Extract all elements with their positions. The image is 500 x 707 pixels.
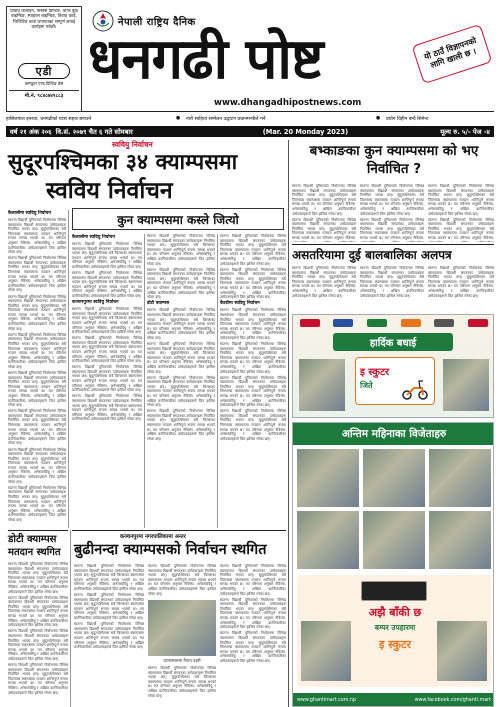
prize-line-2: बम्पर उपहारमा — [374, 623, 416, 632]
right-top-column-3: स्वतन्त्र विद्यार्थी युनियनको निर्वाचनमा विभिन्न क्याम्पसमा विद्यार्थी संगठनका उम्मेदवारहरू निर्वाचित भएका छन्। सुदूरपश्चिमका सबै जिल्लाका क्याम्पसमा मतदान शान्तिपूर्ण रूपमा सम्पन्न भएको छ। मत परिणाम अनुसार नेविसंघ, अनेरास्ववियु र अखिल क्रान्तिकारीका उम्मेदवारहरूले जित हासिल गरेका छन्। स्वतन्त्र विद्यार्थी युनियनको निर्वाचनमा विभिन्न क्याम्पसमा विद्यार्थी संगठनका उम्मेदवारहरू निर्वाचित भएका छन्। सुदूरपश्चिमका सबै जिल्लाका क्याम्पसमा मतदान शान्तिपूर्ण रूपमा सम्पन्न भएको छ। मत परिणाम अनुसार नेविसंघ, — [428, 184, 494, 241]
bottom-left-headline[interactable]: डोटी क्याम्पस मतदान स्थगित — [8, 534, 61, 558]
lead-subheadline[interactable]: कुन क्याम्पसमा कस्ले जित्यो — [117, 212, 239, 227]
winner-photo-3 — [429, 449, 491, 507]
bottom-mid-news-photo — [148, 600, 216, 656]
prize-winner-photo-left — [301, 621, 351, 681]
lead-subheadline-box — [72, 208, 284, 230]
lead-headline-2[interactable]: स्वविय निर्वाचन — [46, 178, 173, 204]
winners-ad-banner — [293, 423, 494, 445]
lead-section-3: डोटी क्याम्पस — [147, 301, 170, 307]
ad-space-text: यो ठाउँ विज्ञापनको लागि खाली छ । — [423, 36, 478, 70]
dateline-bar — [6, 126, 494, 137]
tv-prize-icon — [361, 581, 427, 601]
prize-line-1: अझै बाँकी छ — [368, 606, 422, 619]
press-ad-brand-sub: कम्प्युटर एण्ड प्रिन्टिङ प्रेस — [24, 81, 64, 86]
greeting-ad-winner-photo-right — [443, 359, 489, 411]
bottom-mid-headline[interactable]: बुढीनन्दा क्याम्पसको निर्वाचन स्थगित — [74, 542, 267, 558]
winners-ad-title: अन्तिम महिनाका विजेताहरु — [341, 428, 447, 440]
footer-facebook-link[interactable]: www.facebook.com/ghanti.mart — [414, 698, 491, 703]
lead-headline-1[interactable]: सुदूरपश्चिमका ३४ क्याम्पसमा — [8, 150, 238, 175]
winner-photo-6 — [429, 511, 491, 569]
press-ad-box — [6, 6, 82, 112]
ticker-item-3[interactable]: प्रयोग विहीन बन्दै सिमेन्ट — [386, 116, 429, 122]
news-ticker — [6, 113, 494, 124]
newspaper-title: धनगढी पोष्ट — [88, 27, 323, 92]
bottom-mid-kicker: कञ्चनपुरमा नगरपालिकामा अन्तर — [120, 534, 186, 540]
right-mid-column-2: स्वतन्त्र विद्यार्थी युनियनको निर्वाचनमा विभिन्न क्याम्पसमा विद्यार्थी संगठनका उम्मेदवारहरू निर्वाचित भएका छन्। सुदूरपश्चिमका सबै जिल्लाका क्याम्पसमा मतदान शान्तिपूर्ण रूपमा सम्पन्न भएको छ। मत परिणाम अनुसार नेविसंघ, अनेरास्ववियु र अखिल क्रान्तिकारीका उम्मेदवारहरूले जित हासिल गरेका छन्। — [360, 266, 424, 298]
bottom-mid-photo-caption: घटनास्थलमा तैनाथ प्रहरी — [163, 658, 201, 663]
ticker-item-2[interactable]: नारी साहित्य सम्मेलन उद्घाटन प्रधानमन्त्रीले गर्ने — [186, 116, 266, 122]
winners-ad-footer — [293, 693, 494, 707]
right-mid-column-3: स्वतन्त्र विद्यार्थी युनियनको निर्वाचनमा विभिन्न क्याम्पसमा विद्यार्थी संगठनका उम्मेदवारहरू निर्वाचित भएका छन्। सुदूरपश्चिमका सबै जिल्लाका क्याम्पसमा मतदान शान्तिपूर्ण रूपमा सम्पन्न भएको छ। मत परिणाम अनुसार नेविसंघ, अनेरास्ववियु र अखिल क्रान्तिकारीका उम्मेदवारहरूले जित हासिल गरेका छन्। — [428, 266, 494, 298]
scooter-icon — [402, 378, 428, 404]
press-ad-phone: मो.नं. ९८४८७४९८८३ — [9, 90, 79, 99]
lead-section-2: कञ्चनपुरमा स्ववियु निर्वाचन — [72, 300, 119, 306]
greeting-ad-title: हार्दिक बधाई — [369, 338, 417, 349]
greeting-ad-winner-photo-left — [299, 359, 345, 411]
ticker-bullet-icon: ● — [376, 116, 381, 121]
right-mid-headline[interactable]: असतरियामा दुई बालबालिका अलपत्र — [292, 248, 452, 262]
press-ad-logo — [18, 63, 70, 79]
lead-column-4: स्वतन्त्र विद्यार्थी युनियनको निर्वाचनमा विभिन्न क्याम्पसमा विद्यार्थी संगठनका उम्मेदवारहरू निर्वाचित भएका छन्। सुदूरपश्चिमका सबै जिल्लाका क्याम्पसमा मतदान शान्तिपूर्ण रूपमा सम्पन्न भएको छ। मत परिणाम अनुसार नेविसंघ, अनेरास्ववियु र अखिल क्रान्तिकारीका उम्मेदवारहरूले जित हासिल गरेका छन्। स्वतन्त्र विद्यार्थी युनियनको निर्वाचनमा विभिन्न क्याम्पसमा विद्यार्थी संगठनका उम्मेदवारहरू निर्वाचित भएका छन्। सुदूरपश्चिमका सबै जिल्लाका क्याम्पसमा मतदान शान्तिपूर्ण रूपमा सम्पन्न भएको छ। मत परिणाम अनुसार नेविसंघ, अनेरास्ववियु र अखिल क्रान्तिकारीका उम्मेदवारहरूले जित हासिल गरेका छन्। बैतडीमा स्ववियु निर्वाचन स्वतन्त्र विद्यार्थी युनियनको निर्वाचनमा विभिन्न क्याम्पसमा विद्यार्थी संगठनका उम्मेदवारहरू निर्वाचित भएका छन्। सुदूरपश्चिमका सबै जिल्लाका क्याम्पसमा मतदान शान्तिपूर्ण रूपमा सम्पन्न भएको छ। मत परिणाम अनुसार नेविसंघ, अनेरास्ववियु र अखिल क्रान्तिकारीका उम्मेदवारहरूले जित हासिल गरेका छन्। स्वतन्त्र विद्यार्थी युनियनको निर्वाचनमा विभिन्न क्याम्पसमा विद्यार्थी संगठनका उम्मेदवारहरू निर्वाचित भएका छन्। सुदूरपश्चिमका सबै जिल्लाका क्याम्पसमा मतदान शान्तिपूर्ण रूपमा सम्पन्न भएको छ। मत परिणाम अनुसार नेविसंघ, अनेरास्ववियु र अखिल क्रान्तिकारीका उम्मेदवारहरूले जित हासिल गरेका छन्। स्वतन्त्र विद्यार्थी युनियनको निर्वाचनमा विभिन्न क्याम्पसमा विद्यार्थी संगठनका उम्मेदवारहरू निर्वाचित भएका छन्। सुदूरपश्चिमका सबै जिल्लाका क्याम्पसमा मतदान शान्तिपूर्ण रूपमा सम्पन्न भएको छ। मत परिणाम अनुसार नेविसंघ, अनेरास्ववियु र अखिल क्रान्तिकारीका उम्मेदवारहरूले जित हासिल गरेका छन्। स्वतन्त्र विद्यार्थी युनियनको निर्वाचनमा विभिन्न क्याम्पसमा विद्यार्थी संगठनका उम्मेदवारहरू निर्वाचित भएका छन्। सुदूरपश्चिमका सबै जिल्लाका क्याम्पसमा मतदान शान्तिपूर्ण रूपमा सम्पन्न भएको छ। मत परिणाम अनुसार नेविसंघ, अनेरास्ववियु र अखिल क्रान्तिकारीका उम्मेदवारहरूले जित हासिल गरेका छन्। — [220, 234, 286, 441]
lead-column-2: कैलालीमा स्ववियु निर्वाचन स्वतन्त्र विद्यार्थी युनियनको निर्वाचनमा विभिन्न क्याम्पसमा विद्यार्थी संगठनका उम्मेदवारहरू निर्वाचित भएका छन्। सुदूरपश्चिमका सबै जिल्लाका क्याम्पसमा मतदान शान्तिपूर्ण रूपमा सम्पन्न भएको छ। मत परिणाम अनुसार नेविसंघ, अनेरास्ववियु र अखिल क्रान्तिकारीका उम्मेदवारहरूले जित हासिल गरेका छन्। स्वतन्त्र विद्यार्थी युनियनको निर्वाचनमा विभिन्न क्याम्पसमा विद्यार्थी संगठनका उम्मेदवारहरू निर्वाचित भएका छन्। सुदूरपश्चिमका सबै जिल्लाका क्याम्पसमा मतदान शान्तिपूर्ण रूपमा सम्पन्न भएको छ। मत परिणाम अनुसार नेविसंघ, अनेरास्ववियु र अखिल क्रान्तिकारीका उम्मेदवारहरूले जित हासिल गरेका छन्। कञ्चनपुरमा स्ववियु निर्वाचन स्वतन्त्र विद्यार्थी युनियनको निर्वाचनमा विभिन्न क्याम्पसमा विद्यार्थी संगठनका उम्मेदवारहरू निर्वाचित भएका छन्। सुदूरपश्चिमका सबै जिल्लाका क्याम्पसमा मतदान शान्तिपूर्ण रूपमा सम्पन्न भएको छ। मत परिणाम अनुसार नेविसंघ, अनेरास्ववियु र अखिल क्रान्तिकारीका उम्मेदवारहरूले जित हासिल गरेका छन्। स्वतन्त्र विद्यार्थी युनियनको निर्वाचनमा विभिन्न क्याम्पसमा विद्यार्थी संगठनका उम्मेदवारहरू निर्वाचित भएका छन्। सुदूरपश्चिमका सबै जिल्लाका क्याम्पसमा मतदान शान्तिपूर्ण रूपमा सम्पन्न भएको छ। मत परिणाम अनुसार नेविसंघ, अनेरास्ववियु र अखिल क्रान्तिकारीका उम्मेदवारहरूले जित हासिल गरेका छन्। स्वतन्त्र विद्यार्थी युनियनको निर्वाचनमा विभिन्न क्याम्पसमा विद्यार्थी संगठनका उम्मेदवारहरू निर्वाचित भएका छन्। सुदूरपश्चिमका सबै जिल्लाका क्याम्पसमा मतदान शान्तिपूर्ण रूपमा सम्पन्न भएको छ। मत परिणाम अनुसार नेविसंघ, अनेरास्ववियु र अखिल क्रान्तिकारीका उम्मेदवारहरूले जित हासिल गरेका छन्। स्वतन्त्र विद्यार्थी युनियनको निर्वाचनमा विभिन्न क्याम्पसमा विद्यार्थी संगठनका उम्मेदवारहरू निर्वाचित भएका छन्। सुदूरपश्चिमका सबै जिल्लाका क्याम्पसमा मतदान शान्तिपूर्ण रूपमा सम्पन्न भएको छ। मत परिणाम अनुसार नेविसंघ, अनेरास्ववियु र अखिल क्रान्तिकारीका उम्मेदवारहरूले जित हासिल गरेका छन्। — [72, 235, 142, 422]
press-ad-text: प्रविधि डिजाइन, फ्लेक्स प्रिन्टिङ, वायर बुक बाइन्डिङ, स्पाइरल बाइन्डिङ, विवाह कार्ड, भिजिटिङ कार्ड लगायतका सम्पूर्ण छपाई कार्यहरू गर्दछौं। — [10, 9, 78, 30]
greeting-ad-scooter-card — [355, 357, 435, 405]
issue-price: मूल्य रु. ५/- पेज -४ — [440, 128, 490, 136]
bottom-left-column: स्वतन्त्र विद्यार्थी युनियनको निर्वाचनमा विभिन्न क्याम्पसमा विद्यार्थी संगठनका उम्मेदवारहरू निर्वाचित भएका छन्। सुदूरपश्चिमका सबै जिल्लाका क्याम्पसमा मतदान शान्तिपूर्ण रूपमा सम्पन्न भएको छ। मत परिणाम अनुसार नेविसंघ, अनेरास्ववियु र अखिल क्रान्तिकारीका उम्मेदवारहरूले जित हासिल गरेका छन्। स्वतन्त्र विद्यार्थी युनियनको निर्वाचनमा विभिन्न क्याम्पसमा विद्यार्थी संगठनका उम्मेदवारहरू निर्वाचित भएका छन्। सुदूरपश्चिमका सबै जिल्लाका क्याम्पसमा मतदान शान्तिपूर्ण रूपमा सम्पन्न भएको छ। मत परिणाम अनुसार नेविसंघ, अनेरास्ववियु र अखिल क्रान्तिकारीका उम्मेदवारहरूले जित हासिल गरेका छन्। स्वतन्त्र विद्यार्थी युनियनको निर्वाचनमा विभिन्न क्याम्पसमा विद्यार्थी संगठनका उम्मेदवारहरू निर्वाचित भएका छन्। सुदूरपश्चिमका सबै जिल्लाका क्याम्पसमा मतदान शान्तिपूर्ण रूपमा सम्पन्न भएको छ। मत परिणाम अनुसार नेविसंघ, अनेरास्ववियु र अखिल क्रान्तिकारीका उम्मेदवारहरूले जित हासिल गरेका छन्। स्वतन्त्र विद्यार्थी युनियनको निर्वाचनमा विभिन्न क्याम्पसमा विद्यार्थी संगठनका उम्मेदवारहरू निर्वाचित भएका छन्। सुदूरपश्चिमका सबै जिल्लाका क्याम्पसमा मतदान शान्तिपूर्ण रूपमा सम्पन्न भएको छ। मत परिणाम अनुसार नेविसंघ, अनेरास्ववियु र अखिल क्रान्तिकारीका उम्मेदवारहरूले जित हासिल गरेका छन्। — [8, 562, 68, 695]
bottom-mid-column-4: स्वतन्त्र विद्यार्थी युनियनको निर्वाचनमा विभिन्न क्याम्पसमा विद्यार्थी संगठनका उम्मेदवारहरू निर्वाचित भएका छन्। सुदूरपश्चिमका सबै जिल्लाका क्याम्पसमा मतदान शान्तिपूर्ण रूपमा सम्पन्न भएको छ। मत परिणाम अनुसार नेविसंघ, अनेरास्ववियु र अखिल क्रान्तिकारीका उम्मेदवारहरूले जित हासिल गरेका छन्। स्वतन्त्र विद्यार्थी युनियनको निर्वाचनमा विभिन्न क्याम्पसमा विद्यार्थी संगठनका उम्मेदवारहरू निर्वाचित भएका छन्। सुदूरपश्चिमका सबै जिल्लाका क्याम्पसमा मतदान शान्तिपूर्ण रूपमा सम्पन्न भएको छ। मत परिणाम अनुसार नेविसंघ, अनेरास्ववियु र अखिल क्रान्तिकारीका उम्मेदवारहरूले जित हासिल गरेका छन्। स्वतन्त्र विद्यार्थी युनियनको निर्वाचनमा विभिन्न क्याम्पसमा विद्यार्थी संगठनका उम्मेदवारहरू निर्वाचित भएका छन्। सुदूरपश्चिमका सबै जिल्लाका क्याम्पसमा मतदान शान्तिपूर्ण रूपमा सम्पन्न भएको छ। मत परिणाम अनुसार नेविसंघ, अनेरास्ववियु र अखिल क्रान्तिकारीका उम्मेदवारहरूले जित हासिल गरेका छन्। — [220, 564, 286, 663]
greeting-ad-title-box — [333, 333, 453, 351]
ad-date: (Mar. 20 Monday 2023) — [262, 127, 349, 136]
lead-kicker: स्ववियु निर्वाचन — [112, 140, 153, 149]
prize-winner-photo-right — [437, 621, 487, 681]
masthead-tagline: नेपाली राष्ट्रिय दैनिक — [118, 17, 196, 28]
right-top-headline[interactable]: बभ्काङका कुन क्याम्पसमा को भए निर्वाचित ? — [309, 143, 479, 177]
lead-column-1: कैलालीमा स्ववियु निर्वाचन स्वतन्त्र विद्यार्थी युनियनको निर्वाचनमा विभिन्न क्याम्पसमा विद्यार्थी संगठनका उम्मेदवारहरू निर्वाचित भएका छन्। सुदूरपश्चिमका सबै जिल्लाका क्याम्पसमा मतदान शान्तिपूर्ण रूपमा सम्पन्न भएको छ। मत परिणाम अनुसार नेविसंघ, अनेरास्ववियु र अखिल क्रान्तिकारीका उम्मेदवारहरूले जित हासिल गरेका छन्। स्वतन्त्र विद्यार्थी युनियनको निर्वाचनमा विभिन्न क्याम्पसमा विद्यार्थी संगठनका उम्मेदवारहरू निर्वाचित भएका छन्। सुदूरपश्चिमका सबै जिल्लाका क्याम्पसमा मतदान शान्तिपूर्ण रूपमा सम्पन्न भएको छ। मत परिणाम अनुसार नेविसंघ, अनेरास्ववियु र अखिल क्रान्तिकारीका उम्मेदवारहरूले जित हासिल गरेका छन्। स्वतन्त्र विद्यार्थी युनियनको निर्वाचनमा विभिन्न क्याम्पसमा विद्यार्थी संगठनका उम्मेदवारहरू निर्वाचित भएका छन्। सुदूरपश्चिमका सबै जिल्लाका क्याम्पसमा मतदान शान्तिपूर्ण रूपमा सम्पन्न भएको छ। मत परिणाम अनुसार नेविसंघ, अनेरास्ववियु र अखिल क्रान्तिकारीका उम्मेदवारहरूले जित हासिल गरेका छन्। स्वतन्त्र विद्यार्थी युनियनको निर्वाचनमा विभिन्न क्याम्पसमा विद्यार्थी संगठनका उम्मेदवारहरू निर्वाचित भएका छन्। सुदूरपश्चिमका सबै जिल्लाका क्याम्पसमा मतदान शान्तिपूर्ण रूपमा सम्पन्न भएको छ। मत परिणाम अनुसार नेविसंघ, अनेरास्ववियु र अखिल क्रान्तिकारीका उम्मेदवारहरूले जित हासिल गरेका छन्। स्वतन्त्र विद्यार्थी युनियनको निर्वाचनमा विभिन्न क्याम्पसमा विद्यार्थी संगठनका उम्मेदवारहरू निर्वाचित भएका छन्। सुदूरपश्चिमका सबै जिल्लाका क्याम्पसमा मतदान शान्तिपूर्ण रूपमा सम्पन्न भएको छ। मत परिणाम अनुसार नेविसंघ, अनेरास्ववियु र अखिल क्रान्तिकारीका उम्मेदवारहरूले जित हासिल गरेका छन्। स्वतन्त्र विद्यार्थी युनियनको निर्वाचनमा विभिन्न क्याम्पसमा विद्यार्थी संगठनका उम्मेदवारहरू निर्वाचित भएका छन्। सुदूरपश्चिमका सबै जिल्लाका क्याम्पसमा मतदान शान्तिपूर्ण रूपमा सम्पन्न भएको छ। मत परिणाम अनुसार नेविसंघ, अनेरास्ववियु र अखिल क्रान्तिकारीका उम्मेदवारहरूले जित हासिल गरेका छन्। स्वतन्त्र विद्यार्थी युनियनको निर्वाचनमा विभिन्न क्याम्पसमा विद्यार्थी संगठनका उम्मेदवारहरू निर्वाचित भएका छन्। सुदूरपश्चिमका सबै जिल्लाका क्याम्पसमा मतदान शान्तिपूर्ण रूपमा सम्पन्न भएको छ। मत परिणाम अनुसार नेविसंघ, अनेरास्ववियु र अखिल क्रान्तिकारीका उम्मेदवारहरूले जित हासिल गरेका छन्। स्वतन्त्र विद्यार्थी युनियनको निर्वाचनमा विभिन्न क्याम्पसमा विद्यार्थी संगठनका उम्मेदवारहरू निर्वाचित भएका छन्। सुदूरपश्चिमका सबै जिल्लाका क्याम्पसमा मतदान शान्तिपूर्ण रूपमा सम्पन्न भएको छ। मत परिणाम अनुसार नेविसंघ, अनेरास्ववियु र अखिल क्रान्तिकारीका उम्मेदवारहरूले जित हासिल गरेका छन्। — [8, 211, 66, 522]
issue-volume: वर्ष २१ अंक २०६ — [10, 128, 52, 136]
prize-line-3: इ स्कुटर — [378, 638, 411, 651]
greeting-ad — [292, 314, 494, 418]
ticker-bullet-icon: ● — [176, 116, 181, 121]
ticker-item-1[interactable]: हासिलपाल इनरवा, धनगढीको यात्रा सहज बनाउने — [6, 116, 92, 122]
right-mid-column-1: स्वतन्त्र विद्यार्थी युनियनको निर्वाचनमा विभिन्न क्याम्पसमा विद्यार्थी संगठनका उम्मेदवारहरू निर्वाचित भएका छन्। सुदूरपश्चिमका सबै जिल्लाका क्याम्पसमा मतदान शान्तिपूर्ण रूपमा सम्पन्न भएको छ। मत परिणाम अनुसार नेविसंघ, अनेरास्ववियु र अखिल क्रान्तिकारीका उम्मेदवारहरूले जित हासिल गरेका छन्। — [292, 266, 356, 298]
prize-panel — [297, 575, 491, 687]
winner-photo-1 — [297, 449, 359, 507]
masthead — [0, 0, 500, 128]
winner-photo-4 — [297, 511, 359, 569]
winner-photo-2 — [363, 449, 425, 507]
lead-section-4: बैतडीमा स्ववियु निर्वाचन — [220, 301, 260, 307]
lead-column-3: स्वतन्त्र विद्यार्थी युनियनको निर्वाचनमा विभिन्न क्याम्पसमा विद्यार्थी संगठनका उम्मेदवारहरू निर्वाचित भएका छन्। सुदूरपश्चिमका सबै जिल्लाका क्याम्पसमा मतदान शान्तिपूर्ण रूपमा सम्पन्न भएको छ। मत परिणाम अनुसार नेविसंघ, अनेरास्ववियु र अखिल क्रान्तिकारीका उम्मेदवारहरूले जित हासिल गरेका छन्। स्वतन्त्र विद्यार्थी युनियनको निर्वाचनमा विभिन्न क्याम्पसमा विद्यार्थी संगठनका उम्मेदवारहरू निर्वाचित भएका छन्। सुदूरपश्चिमका सबै जिल्लाका क्याम्पसमा मतदान शान्तिपूर्ण रूपमा सम्पन्न भएको छ। मत परिणाम अनुसार नेविसंघ, अनेरास्ववियु र अखिल क्रान्तिकारीका उम्मेदवारहरूले जित हासिल गरेका छन्। डोटी क्याम्पस स्वतन्त्र विद्यार्थी युनियनको निर्वाचनमा विभिन्न क्याम्पसमा विद्यार्थी संगठनका उम्मेदवारहरू निर्वाचित भएका छन्। सुदूरपश्चिमका सबै जिल्लाका क्याम्पसमा मतदान शान्तिपूर्ण रूपमा सम्पन्न भएको छ। मत परिणाम अनुसार नेविसंघ, अनेरास्ववियु र अखिल क्रान्तिकारीका उम्मेदवारहरूले जित हासिल गरेका छन्। स्वतन्त्र विद्यार्थी युनियनको निर्वाचनमा विभिन्न क्याम्पसमा विद्यार्थी संगठनका उम्मेदवारहरू निर्वाचित भएका छन्। सुदूरपश्चिमका सबै जिल्लाका क्याम्पसमा मतदान शान्तिपूर्ण रूपमा सम्पन्न भएको छ। मत परिणाम अनुसार नेविसंघ, अनेरास्ववियु र अखिल क्रान्तिकारीका उम्मेदवारहरूले जित हासिल गरेका छन्। स्वतन्त्र विद्यार्थी युनियनको निर्वाचनमा विभिन्न क्याम्पसमा विद्यार्थी संगठनका उम्मेदवारहरू निर्वाचित भएका छन्। सुदूरपश्चिमका सबै जिल्लाका क्याम्पसमा मतदान शान्तिपूर्ण रूपमा सम्पन्न भएको छ। मत परिणाम अनुसार नेविसंघ, अनेरास्ववियु र अखिल क्रान्तिकारीका उम्मेदवारहरूले जित हासिल गरेका छन्। स्वतन्त्र विद्यार्थी युनियनको निर्वाचनमा विभिन्न क्याम्पसमा विद्यार्थी संगठनका उम्मेदवारहरू निर्वाचित भएका छन्। सुदूरपश्चिमका सबै जिल्लाका क्याम्पसमा मतदान शान्तिपूर्ण रूपमा सम्पन्न भएको छ। मत परिणाम अनुसार नेविसंघ, अनेरास्ववियु र अखिल क्रान्तिकारीका उम्मेदवारहरूले जित हासिल गरेका छन्। — [147, 234, 215, 441]
website-url[interactable]: www.dhangadhipostnews.com — [214, 98, 362, 108]
bottom-mid-column-2: स्वतन्त्र विद्यार्थी युनियनको निर्वाचनमा विभिन्न क्याम्पसमा विद्यार्थी संगठनका उम्मेदवारहरू निर्वाचित भएका छन्। सुदूरपश्चिमका सबै जिल्लाका क्याम्पसमा मतदान शान्तिपूर्ण रूपमा सम्पन्न भएको छ। मत परिणाम अनुसार नेविसंघ, अनेरास्ववियु र अखिल क्रान्तिकारीका उम्मेदवारहरूले जित हासिल गरेका छन्। — [148, 564, 216, 596]
bottom-mid-column-3: स्वतन्त्र विद्यार्थी युनियनको निर्वाचनमा विभिन्न क्याम्पसमा विद्यार्थी संगठनका उम्मेदवारहरू निर्वाचित भएका छन्। सुदूरपश्चिमका सबै जिल्लाका क्याम्पसमा मतदान शान्तिपूर्ण रूपमा सम्पन्न भएको छ। मत परिणाम अनुसार नेविसंघ, अनेरास्ववियु र अखिल क्रान्तिकारीका उम्मेदवारहरूले जित हासिल गरेका छन्। — [148, 666, 216, 698]
right-top-column-1: स्वतन्त्र विद्यार्थी युनियनको निर्वाचनमा विभिन्न क्याम्पसमा विद्यार्थी संगठनका उम्मेदवारहरू निर्वाचित भएका छन्। सुदूरपश्चिमका सबै जिल्लाका क्याम्पसमा मतदान शान्तिपूर्ण रूपमा सम्पन्न भएको छ। मत परिणाम अनुसार नेविसंघ, अनेरास्ववियु र अखिल क्रान्तिकारीका उम्मेदवारहरूले जित हासिल गरेका छन्। स्वतन्त्र विद्यार्थी युनियनको निर्वाचनमा विभिन्न क्याम्पसमा विद्यार्थी संगठनका उम्मेदवारहरू निर्वाचित भएका छन्। सुदूरपश्चिमका सबै जिल्लाका क्याम्पसमा मतदान शान्तिपूर्ण रूपमा सम्पन्न भएको छ। मत परिणाम अनुसार नेविसंघ, — [292, 184, 356, 241]
lead-section-1: कैलालीमा स्ववियु निर्वाचन — [8, 211, 51, 216]
bottom-mid-column-1: स्वतन्त्र विद्यार्थी युनियनको निर्वाचनमा विभिन्न क्याम्पसमा विद्यार्थी संगठनका उम्मेदवारहरू निर्वाचित भएका छन्। सुदूरपश्चिमका सबै जिल्लाका क्याम्पसमा मतदान शान्तिपूर्ण रूपमा सम्पन्न भएको छ। मत परिणाम अनुसार नेविसंघ, अनेरास्ववियु र अखिल क्रान्तिकारीका उम्मेदवारहरूले जित हासिल गरेका छन्। स्वतन्त्र विद्यार्थी युनियनको निर्वाचनमा विभिन्न क्याम्पसमा विद्यार्थी संगठनका उम्मेदवारहरू निर्वाचित भएका छन्। सुदूरपश्चिमका सबै जिल्लाका क्याम्पसमा मतदान शान्तिपूर्ण रूपमा सम्पन्न भएको छ। मत परिणाम अनुसार नेविसंघ, अनेरास्ववियु र अखिल क्रान्तिकारीका उम्मेदवारहरूले जित हासिल गरेका छन्। स्वतन्त्र विद्यार्थी युनियनको निर्वाचनमा विभिन्न क्याम्पसमा विद्यार्थी संगठनका उम्मेदवारहरू निर्वाचित भएका छन्। सुदूरपश्चिमका सबै जिल्लाका क्याम्पसमा मतदान शान्तिपूर्ण रूपमा सम्पन्न भएको छ। मत परिणाम अनुसार नेविसंघ, अनेरास्ववियु र अखिल क्रान्तिकारीका उम्मेदवारहरूले जित हासिल गरेका छन्। — [74, 564, 144, 650]
bs-date: वि.सं. २०७९ चैत ६ गते सोमबार — [55, 128, 133, 136]
greeting-ad-sub2: जिते — [360, 381, 373, 390]
footer-web-link[interactable]: www.ghantimart.com.np — [297, 698, 356, 703]
winner-photo-5 — [363, 511, 425, 569]
greeting-ad-sub: इ स्कुटर — [360, 367, 390, 378]
press-ad-brand: एडी — [35, 64, 53, 78]
ad-space-banner — [412, 14, 492, 100]
right-top-column-2: स्वतन्त्र विद्यार्थी युनियनको निर्वाचनमा विभिन्न क्याम्पसमा विद्यार्थी संगठनका उम्मेदवारहरू निर्वाचित भएका छन्। सुदूरपश्चिमका सबै जिल्लाका क्याम्पसमा मतदान शान्तिपूर्ण रूपमा सम्पन्न भएको छ। मत परिणाम अनुसार नेविसंघ, अनेरास्ववियु र अखिल क्रान्तिकारीका उम्मेदवारहरूले जित हासिल गरेका छन्। स्वतन्त्र विद्यार्थी युनियनको निर्वाचनमा विभिन्न क्याम्पसमा विद्यार्थी संगठनका उम्मेदवारहरू निर्वाचित भएका छन्। सुदूरपश्चिमका सबै जिल्लाका क्याम्पसमा मतदान शान्तिपूर्ण रूपमा सम्पन्न भएको छ। मत परिणाम अनुसार नेविसंघ, — [360, 184, 424, 241]
sponsor-logo-strip — [293, 317, 494, 329]
winners-ad — [292, 422, 494, 707]
ticker-top-rule — [6, 111, 494, 112]
